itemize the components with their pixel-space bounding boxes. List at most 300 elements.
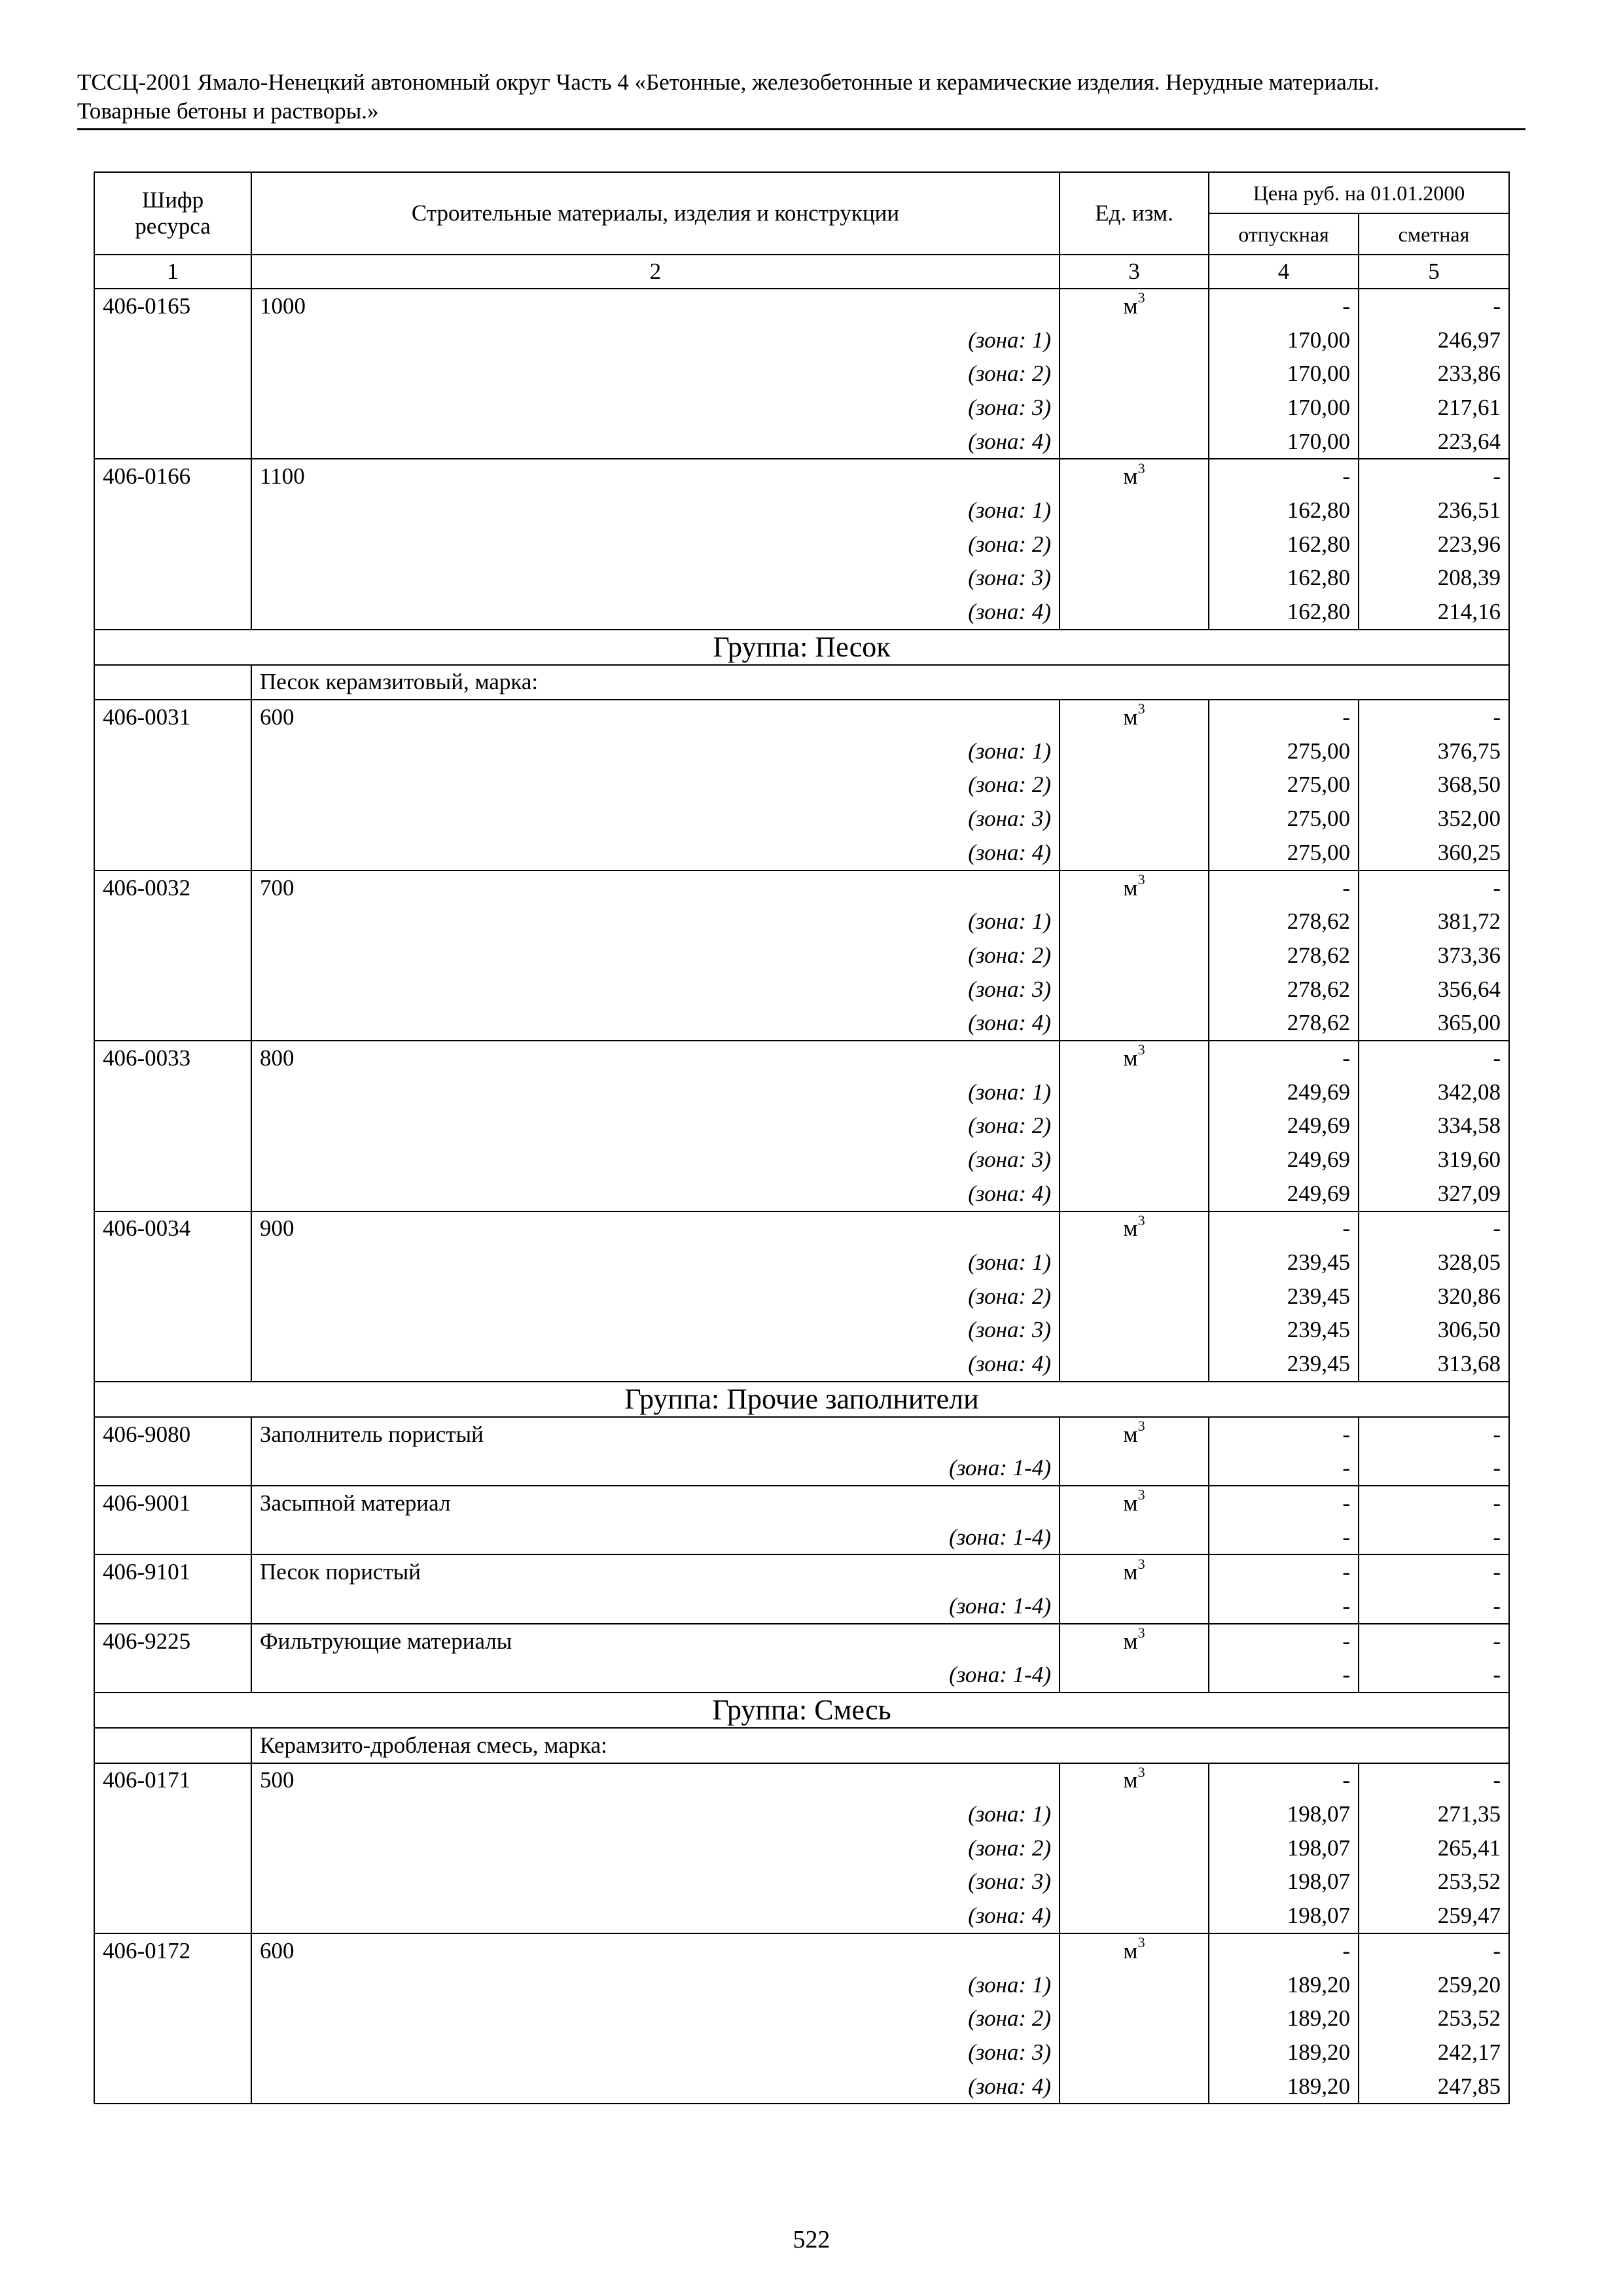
unit-cell bbox=[1060, 528, 1209, 562]
subheading-row bbox=[94, 665, 1509, 700]
zone-row bbox=[94, 905, 1509, 939]
zone-estimate-price: - bbox=[1359, 1659, 1509, 1693]
zone-release-price: 198,07 bbox=[1209, 1797, 1359, 1831]
subheading-row bbox=[94, 1728, 1509, 1763]
unit-cell bbox=[1060, 1246, 1209, 1280]
zone-release-price: - bbox=[1209, 1659, 1359, 1693]
code-cell bbox=[94, 802, 251, 836]
zone-label: (зона: 1) bbox=[251, 734, 1060, 768]
zone-release-price: 275,00 bbox=[1209, 768, 1359, 802]
material-name: 1100 bbox=[251, 459, 1060, 493]
zone-label: (зона: 2) bbox=[251, 357, 1060, 391]
zone-release-price: 275,00 bbox=[1209, 802, 1359, 836]
unit-exponent: 3 bbox=[1137, 1624, 1145, 1641]
unit-exponent: 3 bbox=[1137, 1417, 1145, 1434]
zone-estimate-price: - bbox=[1359, 1451, 1509, 1486]
resource-code: 406-9001 bbox=[94, 1486, 251, 1520]
zone-release-price: 239,45 bbox=[1209, 1246, 1359, 1280]
unit-cell bbox=[1060, 1624, 1209, 1659]
estimate-price: - bbox=[1359, 1041, 1509, 1075]
table-row bbox=[94, 459, 1509, 493]
code-cell bbox=[94, 768, 251, 802]
table-row bbox=[94, 1486, 1509, 1520]
zone-label: (зона: 1-4) bbox=[251, 1451, 1060, 1486]
zone-estimate-price: 328,05 bbox=[1359, 1246, 1509, 1280]
zone-row bbox=[94, 357, 1509, 391]
unit-cell bbox=[1060, 1486, 1209, 1520]
code-cell bbox=[94, 1314, 251, 1348]
code-cell bbox=[94, 562, 251, 596]
header-name: Строительные материалы, изделия и конструкции bbox=[251, 172, 1060, 255]
material-name: 800 bbox=[251, 1041, 1060, 1075]
zone-label: (зона: 1) bbox=[251, 1968, 1060, 2002]
zone-row bbox=[94, 1177, 1509, 1211]
zone-release-price: - bbox=[1209, 1520, 1359, 1555]
code-cell bbox=[94, 357, 251, 391]
zone-estimate-price: 327,09 bbox=[1359, 1177, 1509, 1211]
zone-estimate-price: 246,97 bbox=[1359, 323, 1509, 357]
zone-release-price: 170,00 bbox=[1209, 323, 1359, 357]
zone-label: (зона: 2) bbox=[251, 1109, 1060, 1143]
zone-label: (зона: 3) bbox=[251, 391, 1060, 425]
zone-label: (зона: 1-4) bbox=[251, 1589, 1060, 1624]
zone-estimate-price: 376,75 bbox=[1359, 734, 1509, 768]
table-row bbox=[94, 1933, 1509, 1968]
unit-exponent: 3 bbox=[1137, 459, 1145, 476]
zone-release-price: 239,45 bbox=[1209, 1347, 1359, 1382]
zone-label: (зона: 3) bbox=[251, 562, 1060, 596]
zone-label: (зона: 1) bbox=[251, 493, 1060, 528]
code-cell bbox=[94, 939, 251, 973]
zone-label: (зона: 1) bbox=[251, 1797, 1060, 1831]
zone-label: (зона: 1) bbox=[251, 1246, 1060, 1280]
zone-row bbox=[94, 768, 1509, 802]
code-cell bbox=[94, 595, 251, 630]
unit-cell bbox=[1060, 1143, 1209, 1177]
unit-cell bbox=[1060, 1763, 1209, 1798]
zone-row bbox=[94, 2001, 1509, 2036]
zone-estimate-price: 265,41 bbox=[1359, 1831, 1509, 1865]
table-row bbox=[94, 870, 1509, 905]
code-cell bbox=[94, 425, 251, 459]
group-title: Группа: Смесь bbox=[94, 1693, 1509, 1728]
code-cell bbox=[94, 1451, 251, 1486]
zone-row bbox=[94, 734, 1509, 768]
zone-estimate-price: - bbox=[1359, 1520, 1509, 1555]
code-cell bbox=[94, 1728, 251, 1763]
zone-row bbox=[94, 323, 1509, 357]
unit-cell bbox=[1060, 1554, 1209, 1589]
group-heading-row bbox=[94, 1382, 1509, 1417]
zone-row bbox=[94, 2070, 1509, 2104]
zone-label: (зона: 1) bbox=[251, 323, 1060, 357]
estimate-price: - bbox=[1359, 1486, 1509, 1520]
subheading-text: Песок керамзитовый, марка: bbox=[251, 665, 1509, 700]
zone-row bbox=[94, 1797, 1509, 1831]
unit-cell bbox=[1060, 939, 1209, 973]
code-cell bbox=[94, 836, 251, 870]
unit-base: м bbox=[1123, 1490, 1138, 1516]
zone-estimate-price: 313,68 bbox=[1359, 1347, 1509, 1382]
zone-row bbox=[94, 1520, 1509, 1555]
code-cell bbox=[94, 1865, 251, 1899]
unit-exponent: 3 bbox=[1137, 1555, 1145, 1572]
estimate-price: - bbox=[1359, 459, 1509, 493]
material-name: 600 bbox=[251, 1933, 1060, 1968]
unit-base: м bbox=[1123, 1767, 1138, 1793]
zone-row bbox=[94, 1968, 1509, 2002]
zone-release-price: 162,80 bbox=[1209, 562, 1359, 596]
zone-release-price: 198,07 bbox=[1209, 1865, 1359, 1899]
release-price: - bbox=[1209, 1624, 1359, 1659]
zone-label: (зона: 2) bbox=[251, 528, 1060, 562]
zone-label: (зона: 2) bbox=[251, 2001, 1060, 2036]
zone-row bbox=[94, 1831, 1509, 1865]
col-number: 1 bbox=[94, 255, 251, 289]
zone-estimate-price: 242,17 bbox=[1359, 2036, 1509, 2070]
unit-cell bbox=[1060, 802, 1209, 836]
zone-release-price: - bbox=[1209, 1589, 1359, 1624]
code-cell bbox=[94, 1280, 251, 1314]
zone-release-price: 239,45 bbox=[1209, 1280, 1359, 1314]
unit-cell bbox=[1060, 562, 1209, 596]
zone-estimate-price: 253,52 bbox=[1359, 2001, 1509, 2036]
unit-cell bbox=[1060, 1797, 1209, 1831]
code-cell bbox=[94, 905, 251, 939]
zone-release-price: 162,80 bbox=[1209, 528, 1359, 562]
zone-estimate-price: 247,85 bbox=[1359, 2070, 1509, 2104]
zone-label: (зона: 4) bbox=[251, 1006, 1060, 1041]
zone-label: (зона: 3) bbox=[251, 1865, 1060, 1899]
zone-release-price: 170,00 bbox=[1209, 357, 1359, 391]
unit-base: м bbox=[1123, 1421, 1138, 1447]
zone-estimate-price: 360,25 bbox=[1359, 836, 1509, 870]
unit-cell bbox=[1060, 323, 1209, 357]
code-cell bbox=[94, 1006, 251, 1041]
zone-estimate-price: 259,20 bbox=[1359, 1968, 1509, 2002]
release-price: - bbox=[1209, 1554, 1359, 1589]
resource-code: 406-9101 bbox=[94, 1554, 251, 1589]
zone-release-price: 189,20 bbox=[1209, 2070, 1359, 2104]
zone-estimate-price: 342,08 bbox=[1359, 1075, 1509, 1109]
material-name: 1000 bbox=[251, 289, 1060, 323]
zone-label: (зона: 3) bbox=[251, 1143, 1060, 1177]
estimate-price: - bbox=[1359, 1763, 1509, 1798]
unit-cell bbox=[1060, 2036, 1209, 2070]
estimate-price: - bbox=[1359, 1554, 1509, 1589]
code-cell bbox=[94, 1075, 251, 1109]
zone-row bbox=[94, 562, 1509, 596]
zone-row bbox=[94, 1314, 1509, 1348]
estimate-price: - bbox=[1359, 870, 1509, 905]
code-cell bbox=[94, 1659, 251, 1693]
col-number: 3 bbox=[1060, 255, 1209, 289]
resource-code: 406-0172 bbox=[94, 1933, 251, 1968]
resource-code: 406-0171 bbox=[94, 1763, 251, 1798]
unit-cell bbox=[1060, 1211, 1209, 1246]
zone-release-price: 198,07 bbox=[1209, 1899, 1359, 1933]
zone-row bbox=[94, 1075, 1509, 1109]
zone-row bbox=[94, 1006, 1509, 1041]
zone-estimate-price: 236,51 bbox=[1359, 493, 1509, 528]
zone-label: (зона: 1-4) bbox=[251, 1659, 1060, 1693]
zone-row bbox=[94, 973, 1509, 1007]
group-title: Группа: Прочие заполнители bbox=[94, 1382, 1509, 1417]
zone-release-price: 170,00 bbox=[1209, 391, 1359, 425]
zone-row bbox=[94, 1280, 1509, 1314]
zone-estimate-price: 259,47 bbox=[1359, 1899, 1509, 1933]
unit-cell bbox=[1060, 1968, 1209, 2002]
unit-exponent: 3 bbox=[1137, 1934, 1145, 1951]
unit-cell bbox=[1060, 1109, 1209, 1143]
unit-base: м bbox=[1123, 1937, 1138, 1964]
unit-cell bbox=[1060, 1865, 1209, 1899]
resource-code: 406-0031 bbox=[94, 700, 251, 734]
resource-code: 406-0165 bbox=[94, 289, 251, 323]
release-price: - bbox=[1209, 870, 1359, 905]
release-price: - bbox=[1209, 1417, 1359, 1452]
code-cell bbox=[94, 1246, 251, 1280]
zone-release-price: 189,20 bbox=[1209, 2001, 1359, 2036]
table-row bbox=[94, 1763, 1509, 1798]
resource-code: 406-9080 bbox=[94, 1417, 251, 1452]
subheading-text: Керамзито-дробленая смесь, марка: bbox=[251, 1728, 1509, 1763]
unit-exponent: 3 bbox=[1137, 700, 1145, 717]
table-row bbox=[94, 1624, 1509, 1659]
zone-estimate-price: 334,58 bbox=[1359, 1109, 1509, 1143]
unit-cell bbox=[1060, 1347, 1209, 1382]
zone-label: (зона: 4) bbox=[251, 1899, 1060, 1933]
unit-cell bbox=[1060, 836, 1209, 870]
zone-release-price: 275,00 bbox=[1209, 734, 1359, 768]
unit-cell bbox=[1060, 289, 1209, 323]
code-cell bbox=[94, 1520, 251, 1555]
unit-exponent: 3 bbox=[1137, 1763, 1145, 1780]
estimate-price: - bbox=[1359, 700, 1509, 734]
col-number: 2 bbox=[251, 255, 1060, 289]
code-cell bbox=[94, 493, 251, 528]
code-cell bbox=[94, 323, 251, 357]
material-name: Песок пористый bbox=[251, 1554, 1060, 1589]
release-price: - bbox=[1209, 1041, 1359, 1075]
zone-label: (зона: 4) bbox=[251, 1177, 1060, 1211]
material-name: 700 bbox=[251, 870, 1060, 905]
table-row bbox=[94, 1041, 1509, 1075]
zone-row bbox=[94, 836, 1509, 870]
zone-row bbox=[94, 391, 1509, 425]
release-price: - bbox=[1209, 1933, 1359, 1968]
page-number: 522 bbox=[793, 2226, 830, 2253]
unit-cell bbox=[1060, 1451, 1209, 1486]
zone-label: (зона: 2) bbox=[251, 939, 1060, 973]
unit-cell bbox=[1060, 973, 1209, 1007]
col-number: 4 bbox=[1209, 255, 1359, 289]
unit-cell bbox=[1060, 391, 1209, 425]
release-price: - bbox=[1209, 1486, 1359, 1520]
unit-cell bbox=[1060, 768, 1209, 802]
unit-cell bbox=[1060, 1041, 1209, 1075]
zone-label: (зона: 4) bbox=[251, 2070, 1060, 2104]
unit-cell bbox=[1060, 1520, 1209, 1555]
material-name: 600 bbox=[251, 700, 1060, 734]
zone-release-price: 189,20 bbox=[1209, 2036, 1359, 2070]
code-cell bbox=[94, 2070, 251, 2104]
table-row bbox=[94, 289, 1509, 323]
zone-release-price: 198,07 bbox=[1209, 1831, 1359, 1865]
zone-estimate-price: 373,36 bbox=[1359, 939, 1509, 973]
resource-code: 406-0166 bbox=[94, 459, 251, 493]
estimate-price: - bbox=[1359, 289, 1509, 323]
col-number: 5 bbox=[1359, 255, 1509, 289]
zone-release-price: 249,69 bbox=[1209, 1177, 1359, 1211]
zone-estimate-price: 223,64 bbox=[1359, 425, 1509, 459]
header-unit: Ед. изм. bbox=[1060, 172, 1209, 255]
zone-row bbox=[94, 1659, 1509, 1693]
unit-cell bbox=[1060, 1314, 1209, 1348]
code-cell bbox=[94, 1143, 251, 1177]
header-price: Цена руб. на 01.01.2000 bbox=[1209, 172, 1509, 213]
zone-label: (зона: 1) bbox=[251, 905, 1060, 939]
unit-cell bbox=[1060, 870, 1209, 905]
code-cell bbox=[94, 734, 251, 768]
zone-label: (зона: 3) bbox=[251, 973, 1060, 1007]
code-cell bbox=[94, 528, 251, 562]
zone-release-price: 278,62 bbox=[1209, 1006, 1359, 1041]
resource-code: 406-0034 bbox=[94, 1211, 251, 1246]
zone-release-price: 162,80 bbox=[1209, 595, 1359, 630]
unit-exponent: 3 bbox=[1137, 1486, 1145, 1503]
unit-cell bbox=[1060, 1589, 1209, 1624]
unit-base: м bbox=[1123, 1215, 1138, 1242]
unit-exponent: 3 bbox=[1137, 1041, 1145, 1058]
code-cell bbox=[94, 2001, 251, 2036]
zone-estimate-price: 217,61 bbox=[1359, 391, 1509, 425]
zone-release-price: 249,69 bbox=[1209, 1075, 1359, 1109]
zone-row bbox=[94, 1109, 1509, 1143]
zone-release-price: 189,20 bbox=[1209, 1968, 1359, 2002]
code-cell bbox=[94, 391, 251, 425]
unit-cell bbox=[1060, 1006, 1209, 1041]
zone-row bbox=[94, 425, 1509, 459]
unit-cell bbox=[1060, 2001, 1209, 2036]
zone-release-price: 249,69 bbox=[1209, 1109, 1359, 1143]
unit-cell bbox=[1060, 700, 1209, 734]
zone-row bbox=[94, 1451, 1509, 1486]
unit-cell bbox=[1060, 1280, 1209, 1314]
unit-cell bbox=[1060, 1177, 1209, 1211]
zone-label: (зона: 1) bbox=[251, 1075, 1060, 1109]
zone-estimate-price: 352,00 bbox=[1359, 802, 1509, 836]
header-line-1: ТССЦ-2001 Ямало-Ненецкий автономный округ Часть 4 «Бетонные, железобетонные и керамические изделия. Нерудные материалы. bbox=[77, 69, 1380, 95]
resource-code: 406-0033 bbox=[94, 1041, 251, 1075]
unit-cell bbox=[1060, 1831, 1209, 1865]
zone-release-price: - bbox=[1209, 1451, 1359, 1486]
zone-label: (зона: 4) bbox=[251, 595, 1060, 630]
zone-row bbox=[94, 1589, 1509, 1624]
zone-estimate-price: 365,00 bbox=[1359, 1006, 1509, 1041]
zone-row bbox=[94, 1143, 1509, 1177]
table-row bbox=[94, 1211, 1509, 1246]
zone-label: (зона: 3) bbox=[251, 2036, 1060, 2070]
zone-release-price: 162,80 bbox=[1209, 493, 1359, 528]
unit-cell bbox=[1060, 595, 1209, 630]
table-body bbox=[94, 289, 1509, 2104]
unit-cell bbox=[1060, 1075, 1209, 1109]
code-cell bbox=[94, 1589, 251, 1624]
zone-estimate-price: 208,39 bbox=[1359, 562, 1509, 596]
unit-cell bbox=[1060, 493, 1209, 528]
unit-cell bbox=[1060, 905, 1209, 939]
zone-label: (зона: 3) bbox=[251, 1314, 1060, 1348]
header-line-2: Товарные бетоны и растворы.» bbox=[77, 98, 379, 124]
release-price: - bbox=[1209, 700, 1359, 734]
estimate-price: - bbox=[1359, 1211, 1509, 1246]
unit-base: м bbox=[1123, 874, 1138, 901]
release-price: - bbox=[1209, 1211, 1359, 1246]
unit-cell bbox=[1060, 1417, 1209, 1452]
table-row bbox=[94, 1417, 1509, 1452]
zone-estimate-price: 306,50 bbox=[1359, 1314, 1509, 1348]
unit-cell bbox=[1060, 357, 1209, 391]
code-cell bbox=[94, 1177, 251, 1211]
unit-exponent: 3 bbox=[1137, 870, 1145, 888]
estimate-price: - bbox=[1359, 1933, 1509, 1968]
code-cell bbox=[94, 1831, 251, 1865]
zone-release-price: 278,62 bbox=[1209, 939, 1359, 973]
unit-cell bbox=[1060, 2070, 1209, 2104]
zone-estimate-price: 320,86 bbox=[1359, 1280, 1509, 1314]
estimate-price: - bbox=[1359, 1417, 1509, 1452]
code-cell bbox=[94, 1899, 251, 1933]
unit-cell bbox=[1060, 459, 1209, 493]
code-cell bbox=[94, 1347, 251, 1382]
header-code: Шифр ресурса bbox=[94, 172, 251, 255]
zone-release-price: 170,00 bbox=[1209, 425, 1359, 459]
resource-code: 406-9225 bbox=[94, 1624, 251, 1659]
group-title: Группа: Песок bbox=[94, 630, 1509, 665]
unit-exponent: 3 bbox=[1137, 289, 1145, 306]
material-name: 900 bbox=[251, 1211, 1060, 1246]
zone-estimate-price: 356,64 bbox=[1359, 973, 1509, 1007]
code-cell bbox=[94, 1797, 251, 1831]
release-price: - bbox=[1209, 459, 1359, 493]
zone-row bbox=[94, 1246, 1509, 1280]
code-cell bbox=[94, 973, 251, 1007]
zone-label: (зона: 1-4) bbox=[251, 1520, 1060, 1555]
zone-label: (зона: 3) bbox=[251, 802, 1060, 836]
unit-cell bbox=[1060, 1659, 1209, 1693]
zone-release-price: 278,62 bbox=[1209, 973, 1359, 1007]
material-name: Заполнитель пористый bbox=[251, 1417, 1060, 1452]
zone-row bbox=[94, 2036, 1509, 2070]
zone-estimate-price: - bbox=[1359, 1589, 1509, 1624]
zone-estimate-price: 233,86 bbox=[1359, 357, 1509, 391]
zone-release-price: 278,62 bbox=[1209, 905, 1359, 939]
release-price: - bbox=[1209, 1763, 1359, 1798]
unit-exponent: 3 bbox=[1137, 1211, 1145, 1229]
release-price: - bbox=[1209, 289, 1359, 323]
zone-row bbox=[94, 939, 1509, 973]
code-cell bbox=[94, 665, 251, 700]
table-row bbox=[94, 1554, 1509, 1589]
zone-estimate-price: 271,35 bbox=[1359, 1797, 1509, 1831]
unit-base: м bbox=[1123, 463, 1138, 490]
zone-estimate-price: 214,16 bbox=[1359, 595, 1509, 630]
group-heading-row bbox=[94, 1693, 1509, 1728]
zone-label: (зона: 2) bbox=[251, 1831, 1060, 1865]
zone-label: (зона: 4) bbox=[251, 1347, 1060, 1382]
header-release: отпускная bbox=[1209, 213, 1359, 255]
